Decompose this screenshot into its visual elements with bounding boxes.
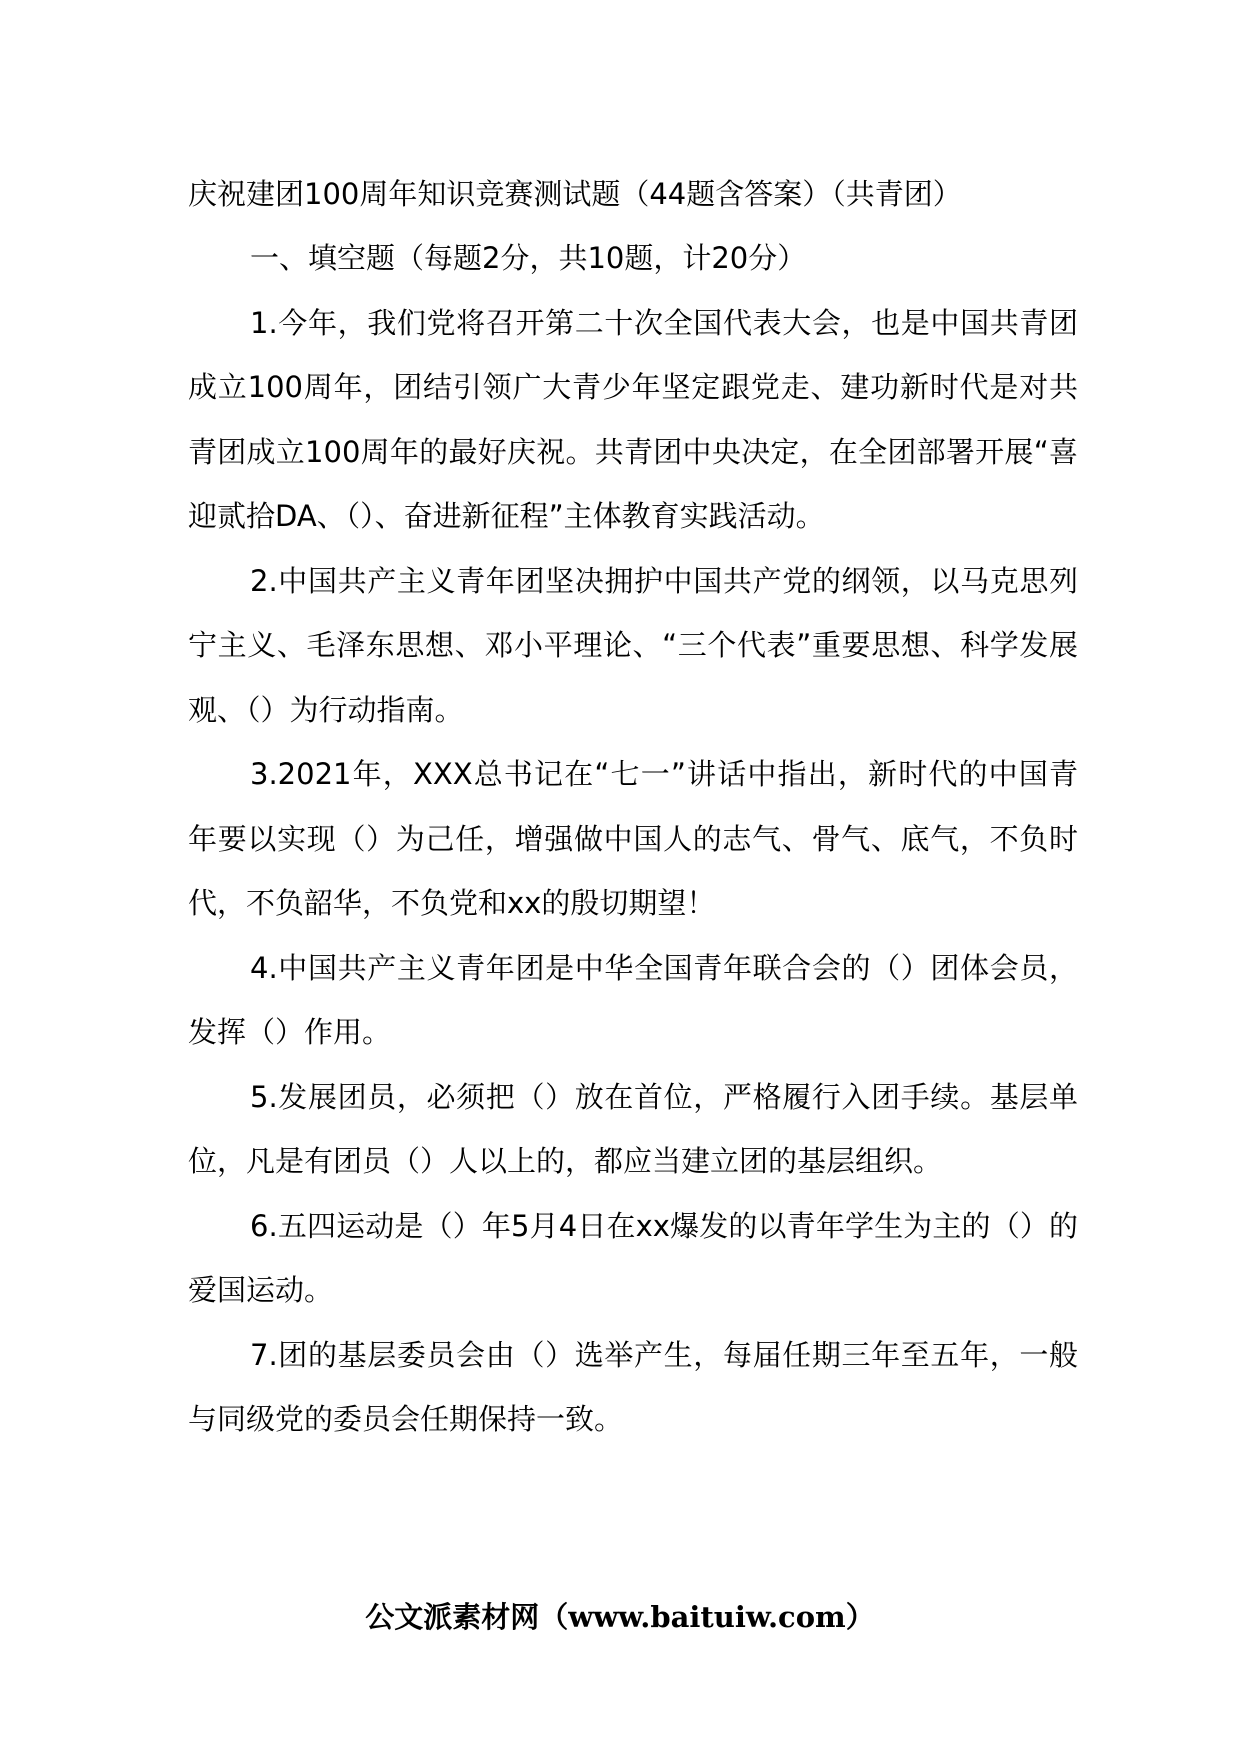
section-heading: 一、填空题（每题2分，共10题，计20分） <box>250 241 807 275</box>
question-4: 4.中国共产主义青年团是中华全国青年联合会的（）团体会员，发挥（）作用。 <box>188 950 1078 1049</box>
question-1: 1.今年，我们党将召开第二十次全国代表大会，也是中国共青团成立100周年，团结引领广大青少年坚定跟党走、建功新时代是对共青团成立100周年的最好庆祝。共青团中央决定，在全团部署开展“喜迎贰拾DA、（）、奋进新征程”主体教育实践活动。 <box>188 305 1078 533</box>
document-body <box>188 162 1078 1452</box>
question-6: 6.五四运动是（）年5月4日在xx爆发的以青年学生为主的（）的爱国运动。 <box>188 1208 1078 1307</box>
question-2: 2.中国共产主义青年团坚决拥护中国共产党的纲领，以马克思列宁主义、毛泽东思想、邓小平理论、“三个代表”重要思想、科学发展观、（）为行动指南。 <box>188 563 1078 727</box>
question-5: 5.发展团员，必须把（）放在首位，严格履行入团手续。基层单位，凡是有团员（）人以上的，都应当建立团的基层组织。 <box>188 1079 1078 1178</box>
question-3: 3.2021年，XXX总书记在“七一”讲话中指出，新时代的中国青年要以实现（）为己任，增强做中国人的志气、骨气、底气，不负时代，不负韶华，不负党和xx的殷切期望！ <box>188 757 1078 920</box>
document-title: 庆祝建团100周年知识竞赛测试题（44题含答案）（共青团） <box>188 177 962 211</box>
footer-watermark: 公文派素材网（www.baituiw.com） <box>365 1600 875 1634</box>
question-7: 7.团的基层委员会由（）选举产生，每届任期三年至五年，一般与同级党的委员会任期保持一致。 <box>188 1337 1078 1436</box>
